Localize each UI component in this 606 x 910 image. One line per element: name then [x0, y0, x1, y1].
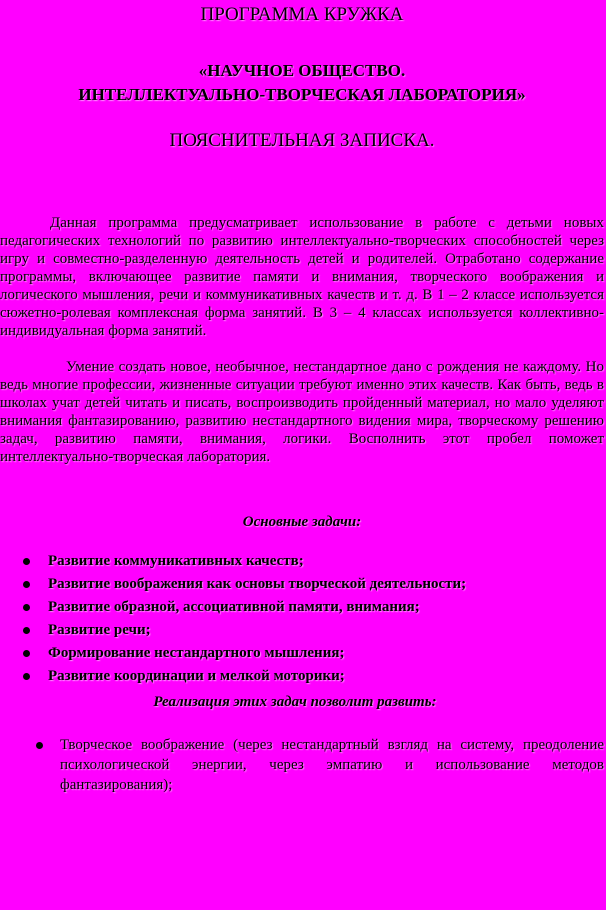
bullet-icon: [23, 627, 30, 634]
program-subtitle: [0, 59, 604, 107]
bullet-icon: [23, 558, 30, 565]
tasks-heading: Основные задачи:: [242, 514, 362, 530]
list-item: [0, 619, 604, 642]
task-text: Формирование нестандартного мышления;: [48, 645, 345, 661]
results-heading: Реализация этих задач позволит развить:: [153, 694, 437, 710]
task-text: Развитие воображения как основы творческой деятельности;: [48, 576, 467, 592]
intro-paragraph: Данная программа предусматривает использование в работе с детьми новых педагогических технологий по развитию интеллектуально-творческих способностей через игру и совместно-разделенную деятельность детей и родителей. Отработано содержание программы, включающее развитие памяти и внимания, творческого воображения и логического мышления, речи и коммуникативных качеств и т. д. В 1 – 2 классе используется сюжетно-ролевая комплексная форма занятий. В 3 – 4 классах используется коллективно-индивидуальная форма занятий.: [0, 215, 604, 339]
bullet-icon: [23, 673, 30, 680]
list-item: [0, 735, 604, 795]
list-item: [0, 573, 604, 596]
bullet-icon: [36, 742, 43, 749]
result-text: Творческое воображение (через нестандартный взгляд на систему, преодоление психологической энергии, через эмпатию и использование методов фантазирования);: [60, 737, 604, 793]
program-title: ПРОГРАММА КРУЖКА: [200, 4, 404, 25]
bullet-icon: [23, 604, 30, 611]
task-text: Развитие образной, ассоциативной памяти, внимания;: [48, 599, 420, 615]
task-text: Развитие координации и мелкой моторики;: [48, 668, 345, 684]
subtitle-line-1: «НАУЧНОЕ ОБЩЕСТВО.: [198, 61, 406, 80]
list-item: [0, 642, 604, 665]
results-list: [0, 735, 604, 795]
bullet-icon: [23, 581, 30, 588]
task-text: Развитие речи;: [48, 622, 151, 638]
list-item: [0, 550, 604, 573]
list-item: [0, 665, 604, 688]
list-item: [0, 596, 604, 619]
tasks-list: [0, 550, 604, 688]
bullet-icon: [23, 650, 30, 657]
second-paragraph: Умение создать новое, необычное, нестандартное дано с рождения не каждому. Но ведь многие профессии, жизненные ситуации требуют именно этих качеств. Как быть, ведь в школах учат детей читать и писать, воспроизводить пройденный материал, но мало уделяют внимания фантазированию, развитию нестандартного видения мира, творческому решению задач, развитию памяти, внимания, логики. Восполнить этот пробел поможет интеллектуально-творческая лаборатория.: [0, 359, 604, 465]
document-page: [0, 4, 606, 910]
task-text: Развитие коммуникативных качеств;: [48, 553, 304, 569]
subtitle-line-2: ИНТЕЛЛЕКТУАЛЬНО-ТВОРЧЕСКАЯ ЛАБОРАТОРИЯ»: [78, 85, 526, 104]
section-title: ПОЯСНИТЕЛЬНАЯ ЗАПИСКА.: [169, 130, 435, 151]
